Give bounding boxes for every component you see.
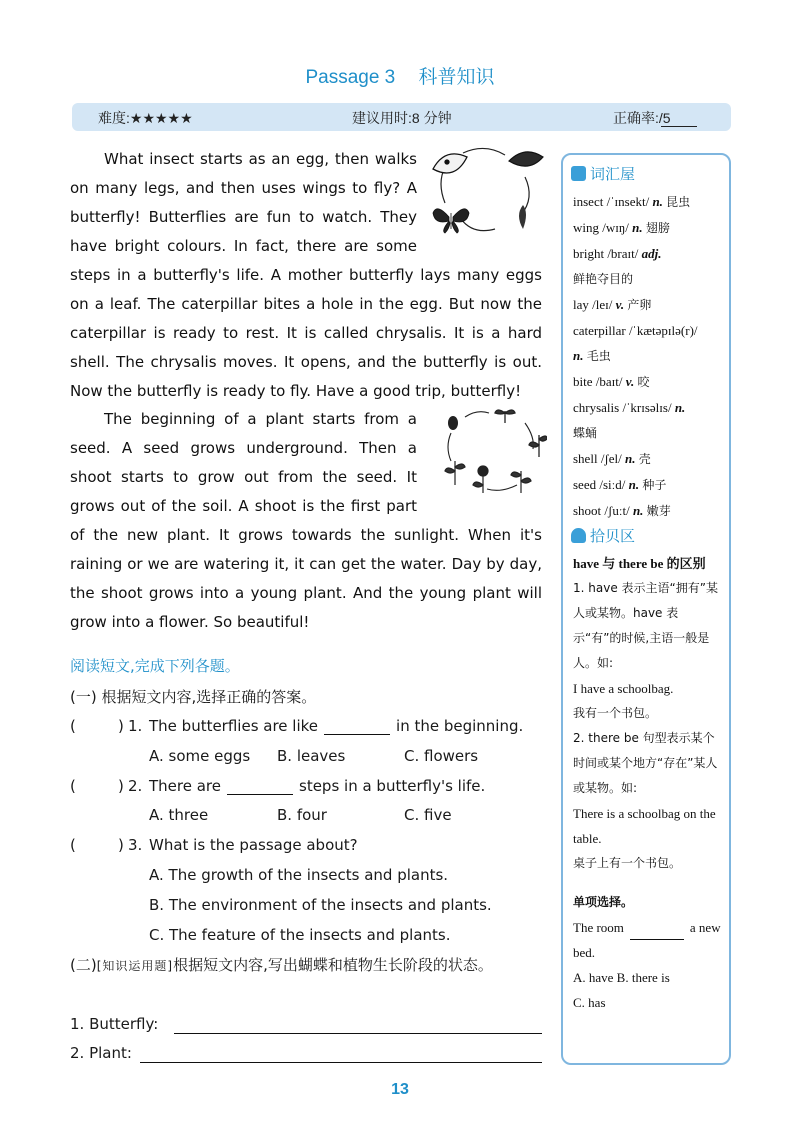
question-number: 1. — [128, 717, 143, 735]
question-text: What is the passage about? — [149, 836, 358, 854]
fill-blank[interactable] — [227, 780, 293, 795]
page-number: 13 — [391, 1081, 409, 1098]
vocab-entry: caterpillar /ˈkætəpɪlə(r)/ n. 毛虫 — [573, 323, 698, 363]
fill-blank[interactable] — [324, 720, 390, 735]
passage-topic: 科普知识 — [418, 66, 495, 88]
question-number: 3. — [128, 836, 143, 854]
answer-paren-left: ( — [70, 717, 76, 735]
option-b[interactable]: B. The environment of the insects and plants. — [149, 896, 492, 914]
answer-paren-right: ) — [118, 777, 124, 795]
caterpillar-icon — [509, 152, 543, 166]
passage-title — [0, 62, 800, 89]
suggested-time: 建议用时:8 分钟 — [352, 110, 452, 126]
vocab-entry: seed /siːd/ n. 种子 — [573, 477, 667, 492]
vocab-entry: bite /baɪt/ v. 咬 — [573, 374, 650, 389]
plant-growth-illustration — [437, 405, 547, 495]
passage-number: Passage 3 — [305, 67, 396, 88]
flower-icon — [473, 466, 531, 493]
vocabulary-icon — [571, 166, 586, 181]
answer-paren-left: ( — [70, 777, 76, 795]
difficulty-rating: 难度:★★★★★ — [98, 110, 193, 126]
grammar-rule-1: 1. have 表示主语“拥有”某人或某物。have 表示“有”的时候,主语一般是人。如: — [573, 581, 718, 670]
answer-paren-right: ) — [118, 836, 124, 854]
grammar-topic: have 与 there be 的区别 — [573, 556, 706, 571]
answer-label: 2. Plant: — [70, 1044, 132, 1062]
quiz-question: The room a new bed. — [573, 920, 721, 960]
vocab-entry: bright /braɪt/ adj. 鲜艳夺目的 — [573, 246, 662, 286]
option-b[interactable]: B. four — [277, 806, 327, 824]
option-b[interactable]: B. leaves — [277, 747, 346, 765]
butterfly-icon — [433, 209, 469, 233]
answer-paren-left: ( — [70, 836, 76, 854]
grammar-notes — [573, 551, 725, 1015]
info-bar — [72, 103, 731, 131]
vocabulary-list — [573, 189, 725, 524]
grammar-heading: 拾贝区 — [571, 525, 635, 546]
answer-paren-right: ) — [118, 717, 124, 735]
vocab-entry: wing /wɪŋ/ n. 翅膀 — [573, 220, 670, 235]
accuracy-total: /5 — [658, 110, 671, 126]
quiz-options-2[interactable]: C. has — [573, 995, 606, 1010]
vocab-entry: insect /ˈɪnsekt/ n. 昆虫 — [573, 194, 691, 209]
option-a[interactable]: A. The growth of the insects and plants. — [149, 866, 449, 884]
quiz-blank[interactable] — [630, 927, 684, 940]
vocab-entry: chrysalis /ˈkrɪsəlɪs/ n. 蝶蛹 — [573, 400, 686, 440]
vocab-entry: shell /ʃel/ n. 壳 — [573, 451, 651, 466]
sprout-icon — [495, 410, 515, 423]
quiz-heading: 单项选择。 — [573, 895, 634, 909]
answer-butterfly — [70, 1015, 158, 1033]
vocab-entry: lay /leɪ/ v. 产卵 — [573, 297, 652, 312]
quiz-options-1[interactable]: A. have B. there is — [573, 970, 670, 985]
accuracy-label: 正确率: — [613, 110, 659, 126]
knowledge-application-tag: [知识运用题] — [96, 959, 174, 973]
leaf-with-eggs-icon — [433, 154, 467, 173]
example-2-cn: 桌子上有一个书包。 — [573, 856, 682, 870]
vocabulary-heading: 词汇屋 — [571, 163, 635, 184]
option-c[interactable]: C. flowers — [404, 747, 479, 765]
option-a[interactable]: A. three — [149, 806, 209, 824]
example-1-cn: 我有一个书包。 — [573, 706, 658, 720]
young-plant-icon — [529, 435, 547, 457]
option-a[interactable]: A. some eggs — [149, 747, 251, 765]
answer-plant — [70, 1044, 132, 1062]
question-number: 2. — [128, 777, 143, 795]
answer-line[interactable] — [174, 1033, 542, 1034]
question-text: There are steps in a butterfly's life. — [149, 777, 486, 795]
paragraph-1-text: What insect starts as an egg, then walks on many legs, and then uses wings to fly? A butterfly! Butterflies are fun to watch. They have bright colours. In fact, there are some steps in a butterfly's life. A mother butterfly lays many eggs on a leaf. The caterpillar bites a hole in the egg. But now the caterpillar is ready to rest. It is called chrysalis. It is a hard shell. The chrysalis moves. It opens, and the butterfly is out. Now the butterfly is ready to fly. Have a good trip, butterfly! — [70, 150, 542, 400]
grammar-rule-2: 2. there be 句型表示某个时间或某个地方“存在”某人或某物。如: — [573, 731, 718, 795]
part-2-instructions: (二)[知识运用题]根据短文内容,写出蝴蝶和植物生长阶段的状态。 — [70, 956, 493, 974]
paragraph-2-text: The beginning of a plant starts from a seed. A seed grows underground. Then a shoot starts to grow out from the seed. It grows out of the soil. A shoot is the first part of the new plant. It grows towards the sunlight. When it's raining or we are watering it, it can get the water. Day by day, the shoot grows into a young plant. And the young plant will grow into a flower. So beautiful! — [70, 410, 542, 631]
option-c[interactable]: C. five — [404, 806, 452, 824]
exercise-heading: 阅读短文,完成下列各题。 — [70, 657, 240, 675]
question-text: The butterflies are like in the beginning. — [149, 717, 524, 735]
example-2-en: There is a schoolbag on the table. — [573, 806, 716, 846]
answer-line[interactable] — [140, 1062, 542, 1063]
vocab-entry: shoot /ʃuːt/ n. 嫩芽 — [573, 503, 671, 518]
part-1-instructions: (一) 根据短文内容,选择正确的答案。 — [70, 688, 317, 706]
sidebar-panel — [561, 153, 731, 1065]
answer-label: 1. Butterfly: — [70, 1015, 159, 1033]
accuracy — [613, 108, 671, 128]
option-c[interactable]: C. The feature of the insects and plants. — [149, 926, 451, 944]
accuracy-blank[interactable] — [661, 113, 697, 127]
seed-icon — [448, 416, 458, 430]
butterfly-lifecycle-illustration — [425, 143, 547, 235]
example-1-en: I have a schoolbag. — [573, 681, 674, 696]
shell-icon — [571, 528, 586, 543]
growing-plant-icon — [445, 461, 465, 485]
